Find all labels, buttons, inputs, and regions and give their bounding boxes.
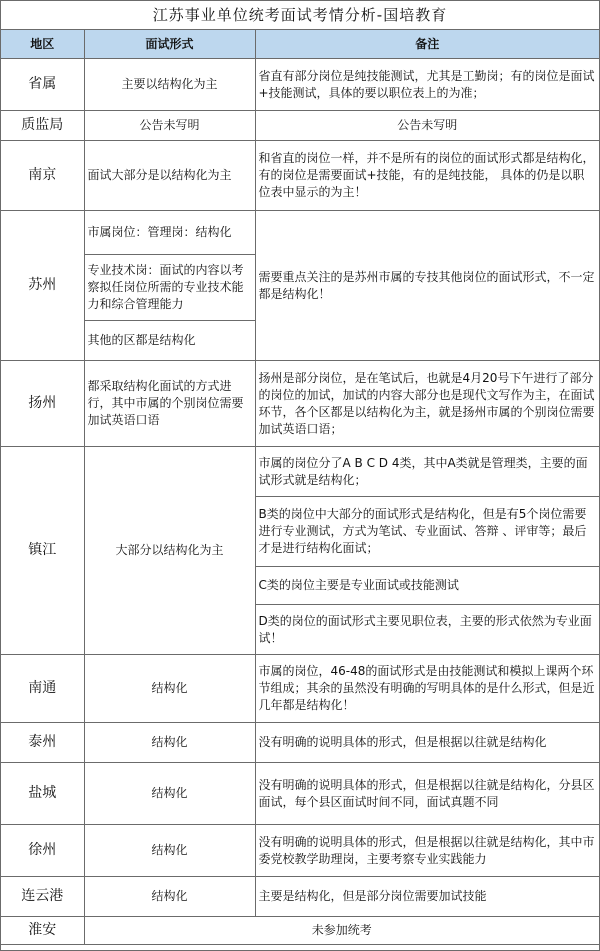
- form-cell: 其他的区都是结构化: [84, 321, 255, 361]
- form-cell: 结构化: [84, 763, 255, 825]
- region-cell: 质监局: [1, 111, 84, 141]
- exam-analysis-table: [1, 30, 599, 945]
- header-region: 地区: [1, 30, 84, 59]
- region-cell: 连云港: [1, 877, 84, 917]
- region-cell: 省属: [1, 59, 84, 111]
- note-cell: 没有明确的说明具体的形式，但是根据以往就是结构化，其中市委党校教学助理岗，主要考察专业实践能力: [255, 825, 599, 877]
- form-cell: 专业技术岗：面试的内容以考察拟任岗位所需的专业技术能力和综合管理能力: [84, 255, 255, 321]
- form-cell: 结构化: [84, 877, 255, 917]
- form-cell: 结构化: [84, 825, 255, 877]
- table-row-nanjing: [1, 141, 599, 211]
- table-row-zhenjiang: [1, 447, 599, 497]
- form-cell: 结构化: [84, 723, 255, 763]
- note-cell: 没有明确的说明具体的形式，但是根据以往就是结构化，分县区面试，每个县区面试时间不同，面试真题不同: [255, 763, 599, 825]
- table-row-suzhou: [1, 211, 599, 255]
- region-cell: 淮安: [1, 917, 84, 945]
- note-cell: 没有明确的说明具体的形式，但是根据以往就是结构化: [255, 723, 599, 763]
- region-cell: 扬州: [1, 361, 84, 447]
- merged-note-cell: 未参加统考: [84, 917, 599, 945]
- note-cell: 主要是结构化，但是部分岗位需要加试技能: [255, 877, 599, 917]
- form-cell: 公告未写明: [84, 111, 255, 141]
- table-row-yancheng: [1, 763, 599, 825]
- region-cell: 镇江: [1, 447, 84, 655]
- region-cell: 盐城: [1, 763, 84, 825]
- table-row-nantong: [1, 655, 599, 723]
- note-cell: 公告未写明: [255, 111, 599, 141]
- region-cell: 南京: [1, 141, 84, 211]
- form-cell: 大部分以结构化为主: [84, 447, 255, 655]
- note-cell: 市属的岗位，46-48的面试形式是由技能测试和模拟上课两个环节组成；其余的虽然没有明确的写明具体的是什么形式，但是近几年都是结构化！: [255, 655, 599, 723]
- form-cell: 结构化: [84, 655, 255, 723]
- note-cell: D类的岗位的面试形式主要见职位表，主要的形式依然为专业面试！: [255, 605, 599, 655]
- form-cell: 市属岗位：管理岗：结构化: [84, 211, 255, 255]
- note-cell: 市属的岗位分了A B C D 4类，其中A类就是管理类，主要的面试形式就是结构化；: [255, 447, 599, 497]
- region-cell: 苏州: [1, 211, 84, 361]
- header-note: 备注: [255, 30, 599, 59]
- note-cell: 需要重点关注的是苏州市属的专技其他岗位的面试形式，不一定都是结构化！: [255, 211, 599, 361]
- region-cell: 泰州: [1, 723, 84, 763]
- table-row-lianyungang: [1, 877, 599, 917]
- form-cell: 主要以结构化为主: [84, 59, 255, 111]
- form-cell: 都采取结构化面试的方式进行，其中市属的个别岗位需要加试英语口语: [84, 361, 255, 447]
- table-row-xuzhou: [1, 825, 599, 877]
- header-form: 面试形式: [84, 30, 255, 59]
- table-row-yangzhou: [1, 361, 599, 447]
- note-cell: C类的岗位主要是专业面试或技能测试: [255, 567, 599, 605]
- region-cell: 南通: [1, 655, 84, 723]
- note-cell: 扬州是部分岗位，是在笔试后，也就是4月20号下午进行了部分的岗位的加试，加试的内容大部分也是现代文写作为主，在面试环节，各个区都是以结构化为主，就是扬州市属的个别岗位需要加试英语口语；: [255, 361, 599, 447]
- note-cell: 省直有部分岗位是纯技能测试，尤其是工勤岗；有的岗位是面试+技能测试，具体的要以职位表上的为准；: [255, 59, 599, 111]
- note-cell: 和省直的岗位一样，并不是所有的岗位的面试形式都是结构化，有的岗位是需要面试+技能，有的是纯技能， 具体的仍是以职位表中显示的为主！: [255, 141, 599, 211]
- form-cell: 面试大部分是以结构化为主: [84, 141, 255, 211]
- header-row: [1, 30, 599, 59]
- table-row-zhijianju: [1, 111, 599, 141]
- page-title: 江苏事业单位统考面试考情分析-国培教育: [1, 1, 599, 30]
- region-cell: 徐州: [1, 825, 84, 877]
- table-row-shengshu: [1, 59, 599, 111]
- table-row-huaian: [1, 917, 599, 945]
- note-cell: B类的岗位中大部分的面试形式是结构化，但是有5个岗位需要进行专业测试，方式为笔试、专业面试、答辩 、评审等；最后才是进行结构化面试；: [255, 497, 599, 567]
- table-row-taizhou: [1, 723, 599, 763]
